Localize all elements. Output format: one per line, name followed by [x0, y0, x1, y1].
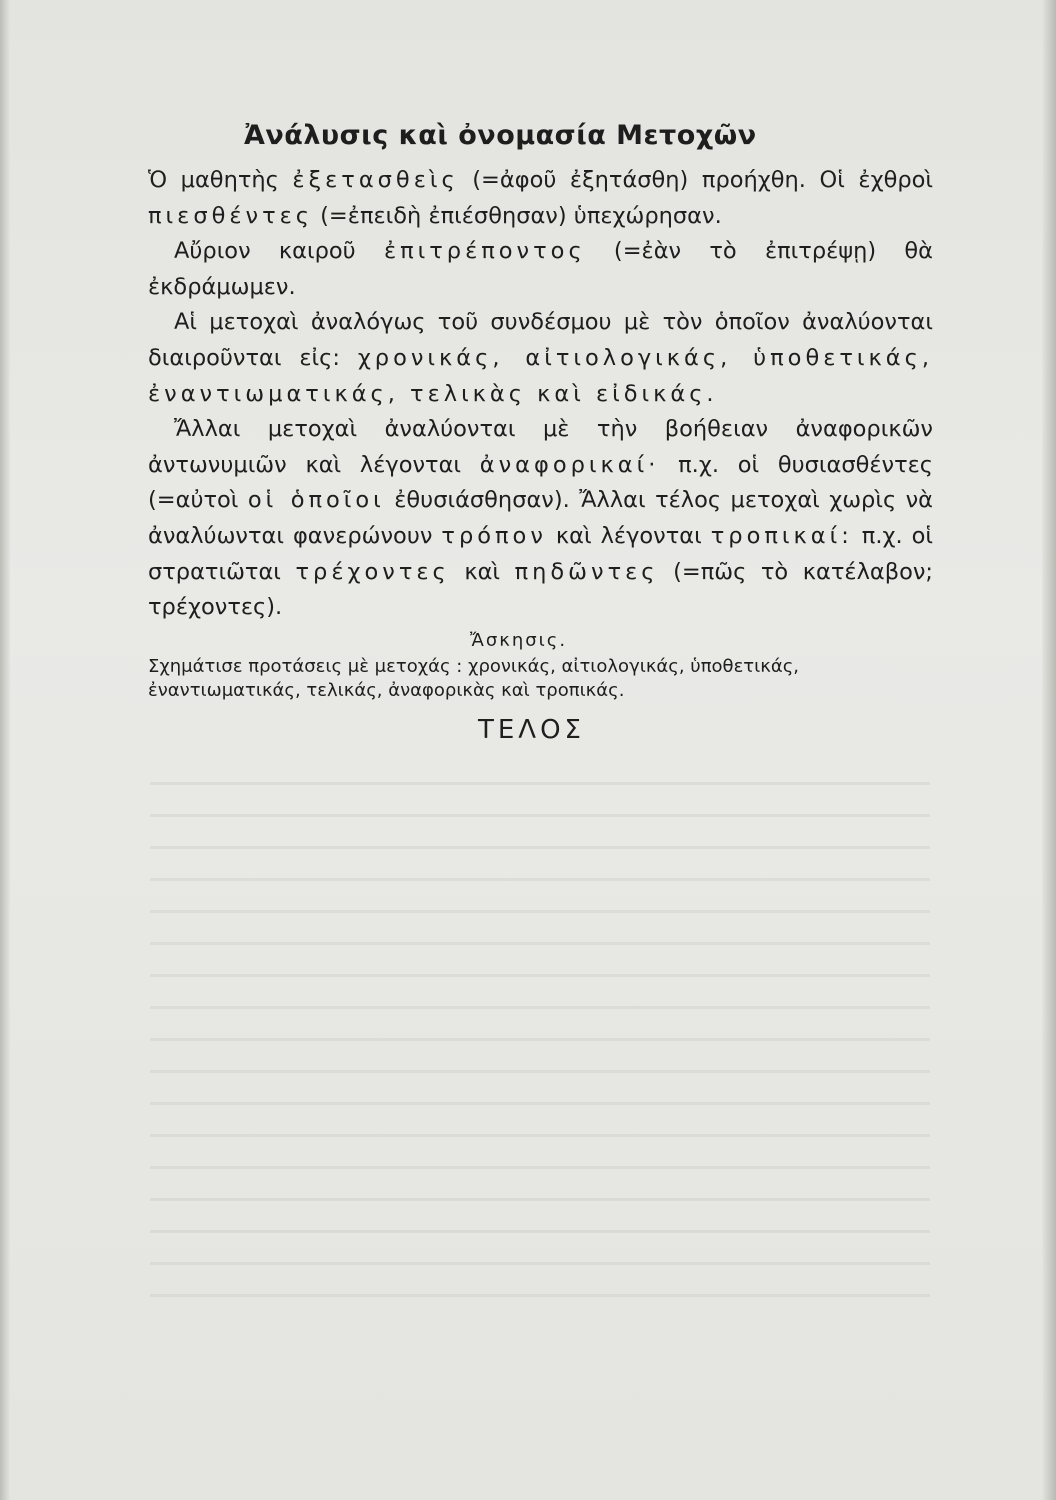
p3-participle-types: χρονικάς, αἰτιολογικάς, ὑποθετικάς, ἐναντιωματικάς, τελικὰς καὶ εἰδικάς.: [148, 345, 933, 407]
p4-term-oi-opoioi: οἱ ὁποῖοι: [247, 487, 385, 514]
paragraph-example-1: [148, 163, 933, 234]
text-block: [148, 118, 933, 745]
page-title: Ἀνάλυσις καὶ ὀνομασία Μετοχῶν: [244, 120, 757, 151]
p4-text-m: (=πῶς τὸ κατέλαβον; τρέχοντες).: [148, 558, 933, 621]
p4-text-i: π.χ. οἱ στρατιῶται: [148, 523, 934, 585]
p4-text-k: καὶ: [449, 558, 515, 585]
p1-text-a: Ὁ μαθητὴς: [148, 167, 293, 194]
p4-term-anaphorikai: ἀναφορικαί·: [479, 451, 660, 478]
page-edge-shadow-left: [0, 0, 10, 1500]
p1-text-e: (=ἐπειδὴ ἐπιέσθησαν) ὑπεχώρησαν.: [313, 202, 722, 229]
paragraph-example-2: [148, 234, 933, 305]
p2-participle-epitrepontos: ἐπιτρέποντος: [383, 238, 586, 265]
p1-participle-piesthentes: πιεσθέντες: [148, 202, 313, 229]
end-marker: ΤΕΛΟΣ: [478, 714, 585, 745]
exercise-text: Σχημάτισε προτάσεις μὲ μετοχάς : χρονικάς, αἰτιολογικάς, ὑποθετικάς, ἐναντιωματικάς, τελικάς, ἀναφορικὰς καὶ τροπικάς.: [148, 655, 799, 701]
p2-text-a: Αὔριον καιροῦ: [174, 238, 384, 265]
p4-text-a: Ἄλλαι μετοχαὶ ἀναλύονται μὲ τὴν βοήθειαν ἀναφορικῶν ἀντωνυμιῶν καὶ λέγονται: [148, 416, 933, 478]
p3-text-a: Αἱ μετοχαὶ ἀναλόγως τοῦ συνδέσμου μὲ τὸν ὁποῖον ἀναλύονται διαιροῦνται εἰς:: [148, 309, 933, 372]
p4-term-trechontes: τρέχοντες: [295, 558, 450, 585]
exercise-heading: Ἄσκησις.: [470, 629, 568, 651]
p1-participle-exetastheis: ἐξετασθεὶς: [292, 167, 459, 194]
bleed-through-texture: [150, 760, 930, 1320]
p4-term-tropikai: τροπικαί:: [710, 523, 853, 550]
p4-term-tropon: τρόπον: [441, 523, 547, 550]
p4-term-pidontes: πηδῶντες: [514, 558, 659, 585]
p4-text-g: καὶ λέγονται: [546, 523, 711, 550]
p4-text-c: π.χ. οἱ θυσιασθέντες (=αὐτοὶ: [148, 451, 933, 514]
p2-text-c: (=ἐὰν τὸ ἐπιτρέψῃ) θὰ ἐκδράμωμεν.: [148, 238, 933, 300]
paragraph-classification: [148, 305, 933, 412]
paragraph-relative-and-modal: [148, 412, 933, 626]
page-edge-shadow-right: [1042, 0, 1056, 1500]
p1-text-c: (=ἀφοῦ ἐξητάσθη) προήχθη. Οἱ ἐχθροὶ: [458, 167, 933, 194]
p4-text-e: ἐθυσιάσθησαν). Ἄλλαι τέλος μετοχαὶ χωρὶς νὰ ἀναλύωνται φανερώνουν: [148, 487, 934, 550]
